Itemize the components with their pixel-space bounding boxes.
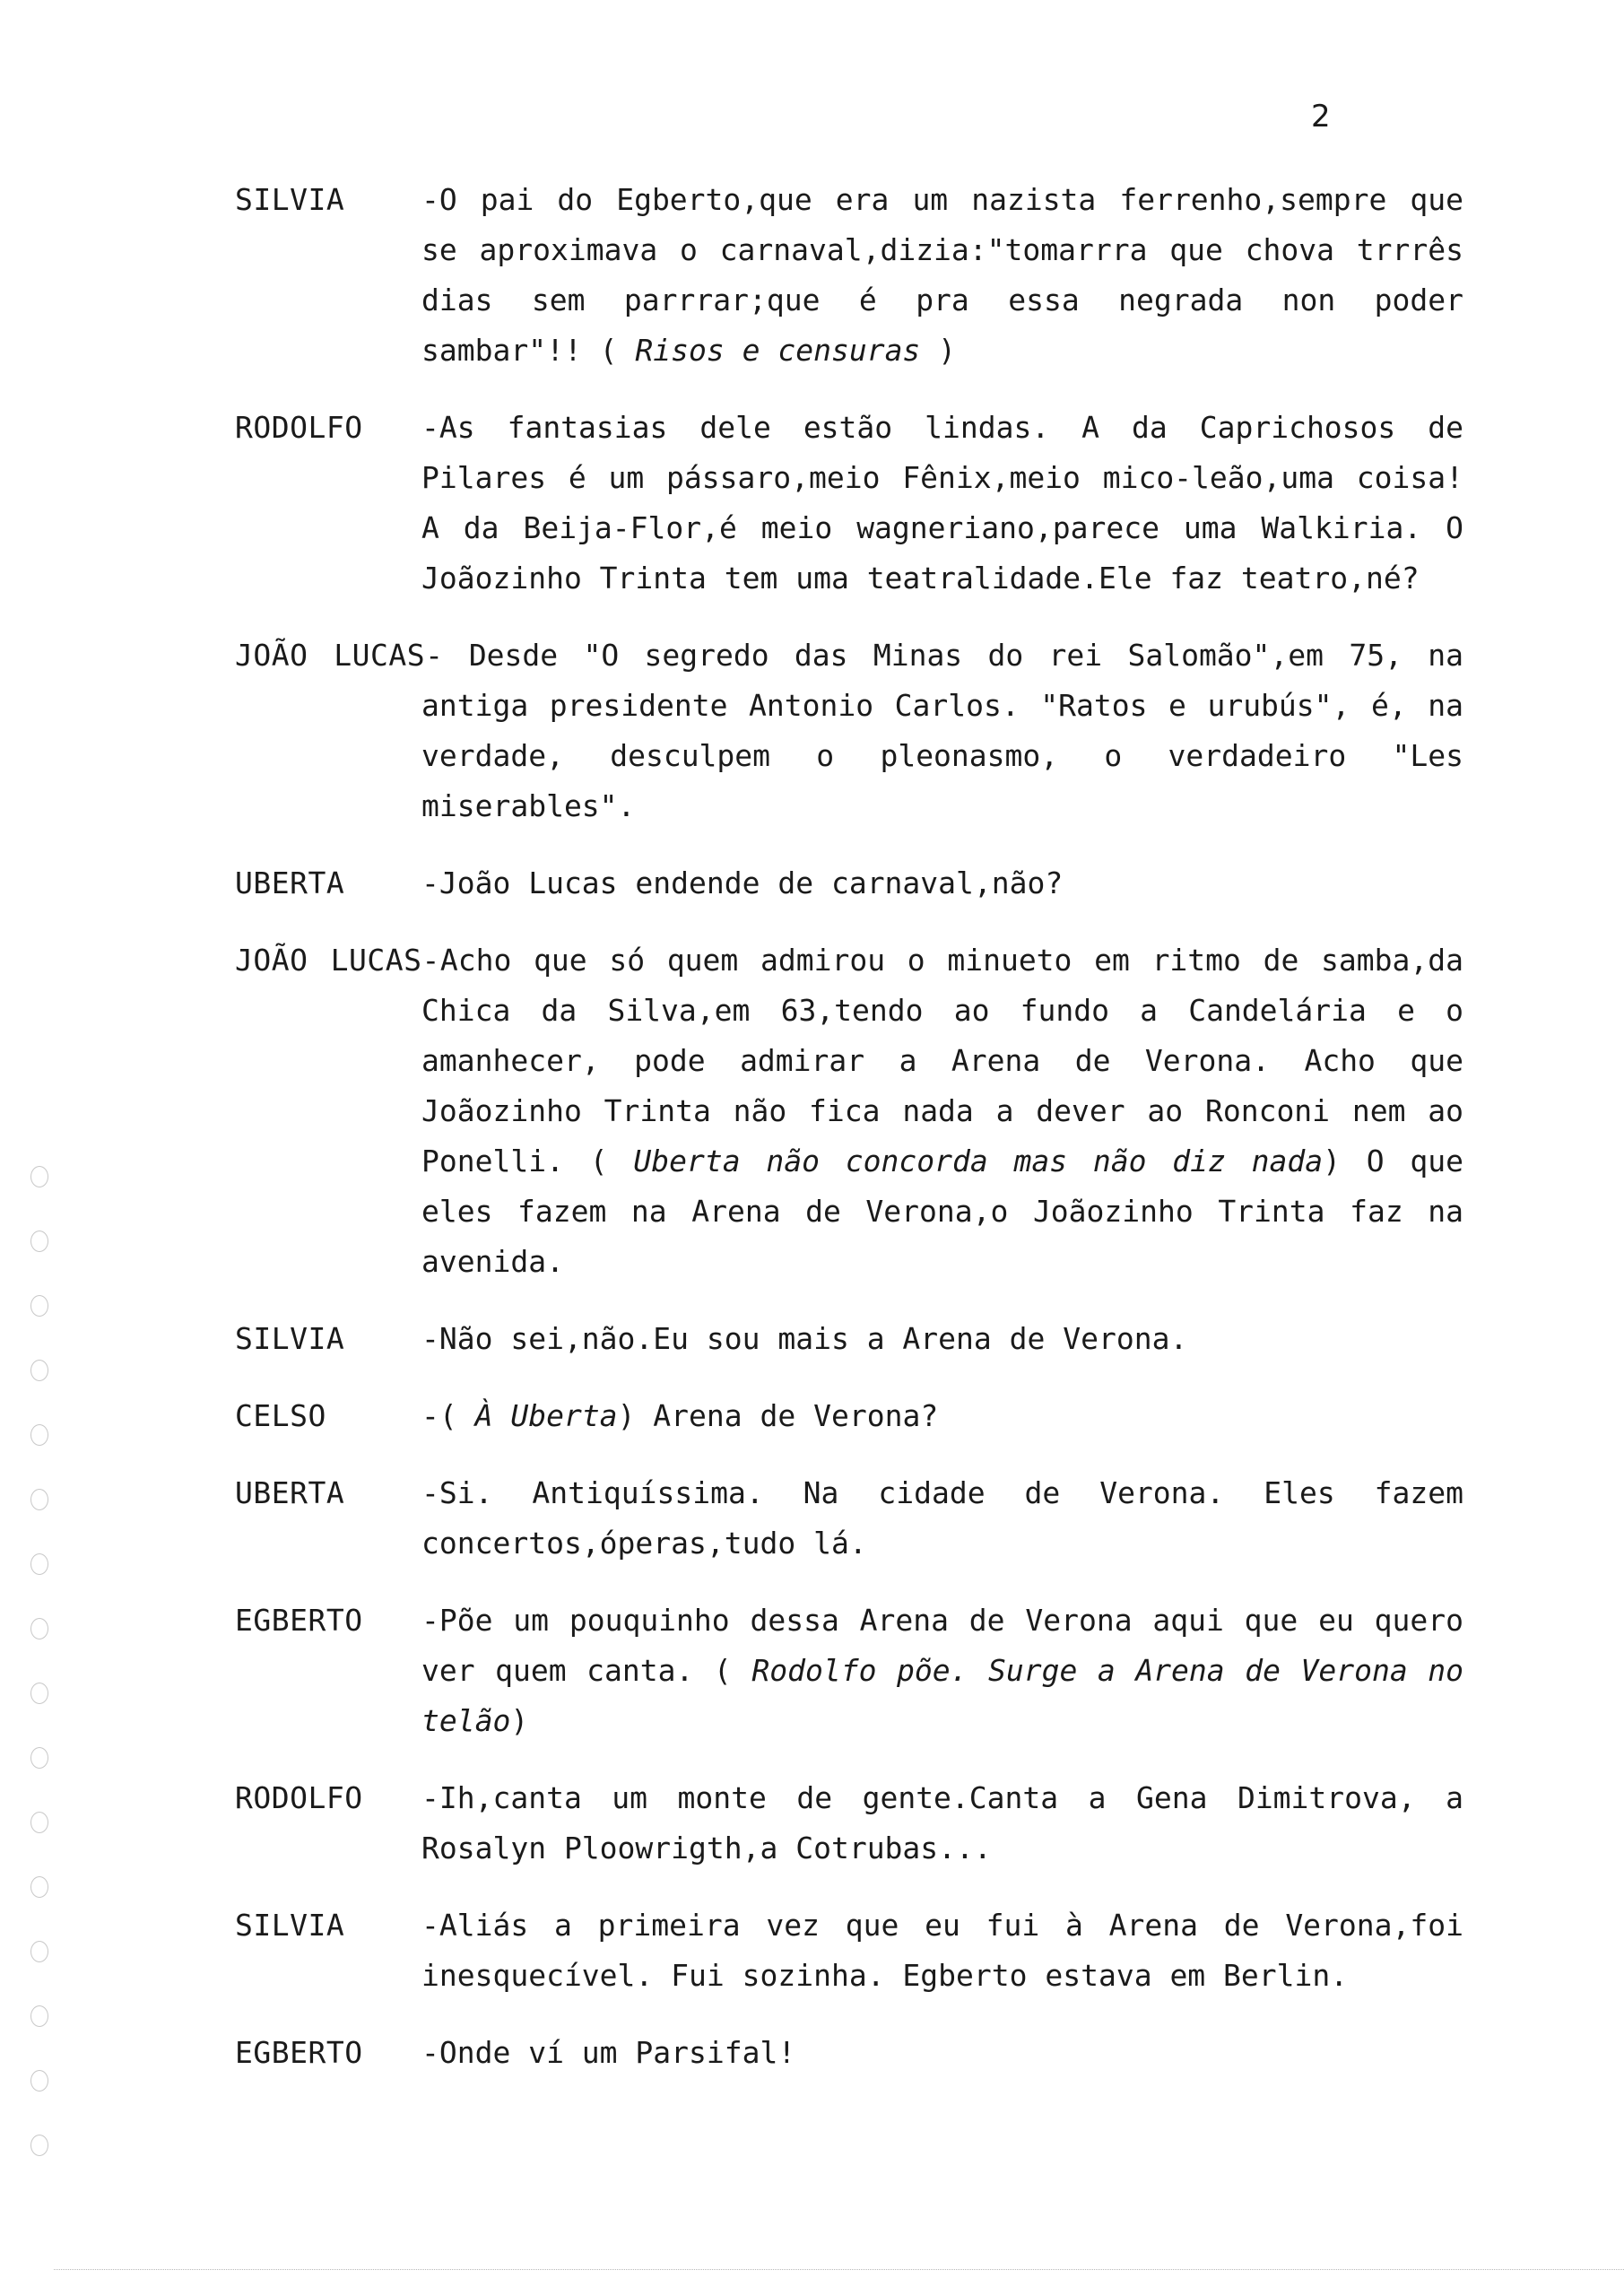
binding-hole	[30, 2005, 48, 2027]
binding-hole	[30, 1683, 48, 1704]
dialogue-entry	[235, 1900, 1463, 2001]
speech-text	[421, 175, 1463, 376]
binding-hole	[30, 1231, 48, 1252]
binding-hole	[30, 1166, 48, 1187]
scan-edge-line	[54, 2269, 1624, 2270]
speech-fragment: )	[920, 333, 957, 368]
script-body	[235, 175, 1463, 2105]
speech-text	[421, 1468, 1463, 1569]
dialogue-entry	[235, 403, 1463, 604]
binding-holes	[27, 1166, 54, 2242]
dialogue-entry	[235, 631, 1463, 831]
speech-text	[421, 1391, 1463, 1441]
speech-fragment: ) O que eles fazem na Arena de Verona,o Joãozinho Trinta faz na avenida.	[421, 1144, 1463, 1279]
binding-hole	[30, 2135, 48, 2156]
binding-hole	[30, 1489, 48, 1510]
speech-text	[421, 1314, 1463, 1364]
speaker-name: UBERTA	[235, 865, 345, 900]
binding-hole	[30, 1747, 48, 1769]
binding-hole	[30, 1876, 48, 1898]
speech-fragment: -(	[421, 1398, 475, 1433]
dialogue-entry	[235, 1391, 1463, 1441]
stage-direction: Uberta não concorda mas não diz nada	[633, 1144, 1324, 1178]
dialogue-entry	[235, 1468, 1463, 1569]
speaker-name: JOÃO LUCAS-	[235, 638, 444, 673]
speech-text	[421, 2028, 1463, 2078]
dialogue-entry	[235, 2028, 1463, 2078]
stage-direction: Rodolfo põe. Surge a Arena de Verona no telão	[421, 1653, 1463, 1738]
speaker-name: SILVIA	[235, 1321, 345, 1356]
speech-text	[421, 403, 1463, 604]
speech-text	[421, 1773, 1463, 1874]
speech-fragment: -Aliás a primeira vez que eu fui à Arena de Verona,foi inesquecível. Fui sozinha. Egberto estava em Berlin.	[421, 1908, 1463, 1993]
dialogue-entry	[235, 1314, 1463, 1364]
binding-hole	[30, 1360, 48, 1381]
speaker-name: EGBERTO	[235, 2035, 363, 2070]
dialogue-entry	[235, 858, 1463, 909]
speech-text	[421, 1900, 1463, 2001]
speech-fragment: -As fantasias dele estão lindas. A da Caprichosos de Pilares é um pássaro,meio Fênix,meio mico-leão,uma coisa! A da Beija-Flor,é meio wagneriano,parece uma Walkiria. O Joãozinho Trinta tem uma teatralidade.Ele faz teatro,né?	[421, 410, 1463, 596]
speech-fragment: ) Arena de Verona?	[617, 1398, 939, 1433]
speech-fragment: -João Lucas endende de carnaval,não?	[421, 865, 1064, 900]
speech-text	[421, 858, 1463, 909]
dialogue-entry	[235, 1596, 1463, 1746]
stage-direction: Risos e censuras	[635, 333, 921, 368]
binding-hole	[30, 1812, 48, 1833]
speech-fragment: Desde "O segredo das Minas do rei Salomão",em 75, na antiga presidente Antonio Carlos. "Ratos e urubús", é, na verdade, desculpem o pleonasmo, o verdadeiro "Les miserables".	[421, 638, 1463, 823]
stage-direction: À Uberta	[474, 1398, 618, 1433]
binding-hole	[30, 2070, 48, 2092]
speech-text	[235, 935, 1463, 1287]
dialogue-entry	[235, 1773, 1463, 1874]
speech-fragment: -Onde ví um Parsifal!	[421, 2035, 796, 2070]
speaker-name: RODOLFO	[235, 1780, 363, 1815]
binding-hole	[30, 1424, 48, 1446]
speaker-name: RODOLFO	[235, 410, 363, 445]
page-number: 2	[1311, 99, 1331, 135]
speech-fragment: -Ih,canta um monte de gente.Canta a Gena Dimitrova, a Rosalyn Ploowrigth,a Cotrubas...	[421, 1780, 1463, 1866]
speech-fragment: -Si. Antiquíssima. Na cidade de Verona. Eles fazem concertos,óperas,tudo lá.	[421, 1475, 1463, 1561]
speech-fragment: -O pai do Egberto,que era um nazista ferrenho,sempre que se aproximava o carnaval,dizia:"tomarrra que chova trrrês dias sem parrrar;que é pra essa negrada non poder sambar"!! (	[421, 182, 1463, 368]
speaker-name: CELSO	[235, 1398, 326, 1433]
speech-text	[421, 1596, 1463, 1746]
binding-hole	[30, 1553, 48, 1575]
speech-fragment: -Põe um pouquinho dessa Arena de Verona aqui que eu quero ver quem canta. (	[421, 1603, 1463, 1688]
binding-hole	[30, 1941, 48, 1962]
speaker-name: SILVIA	[235, 1908, 345, 1943]
speaker-name: SILVIA	[235, 182, 345, 217]
dialogue-entry	[235, 175, 1463, 376]
speaker-name: EGBERTO	[235, 1603, 363, 1638]
speaker-name: UBERTA	[235, 1475, 345, 1510]
dialogue-entry	[235, 935, 1463, 1287]
binding-hole	[30, 1618, 48, 1639]
speech-text	[235, 631, 1463, 831]
speech-fragment: -Não sei,não.Eu sou mais a Arena de Verona.	[421, 1321, 1188, 1356]
speech-fragment: Acho que só quem admirou o minueto em ritmo de samba,da Chica da Silva,em 63,tendo ao fundo a Candelária e o amanhecer, pode admirar a Arena de Verona. Acho que Joãozinho Trinta não fica nada a dever ao Ronconi nem ao Ponelli. (	[421, 943, 1463, 1178]
speaker-name: JOÃO LUCAS-	[235, 943, 440, 978]
speech-fragment: )	[510, 1703, 529, 1738]
binding-hole	[30, 1295, 48, 1317]
